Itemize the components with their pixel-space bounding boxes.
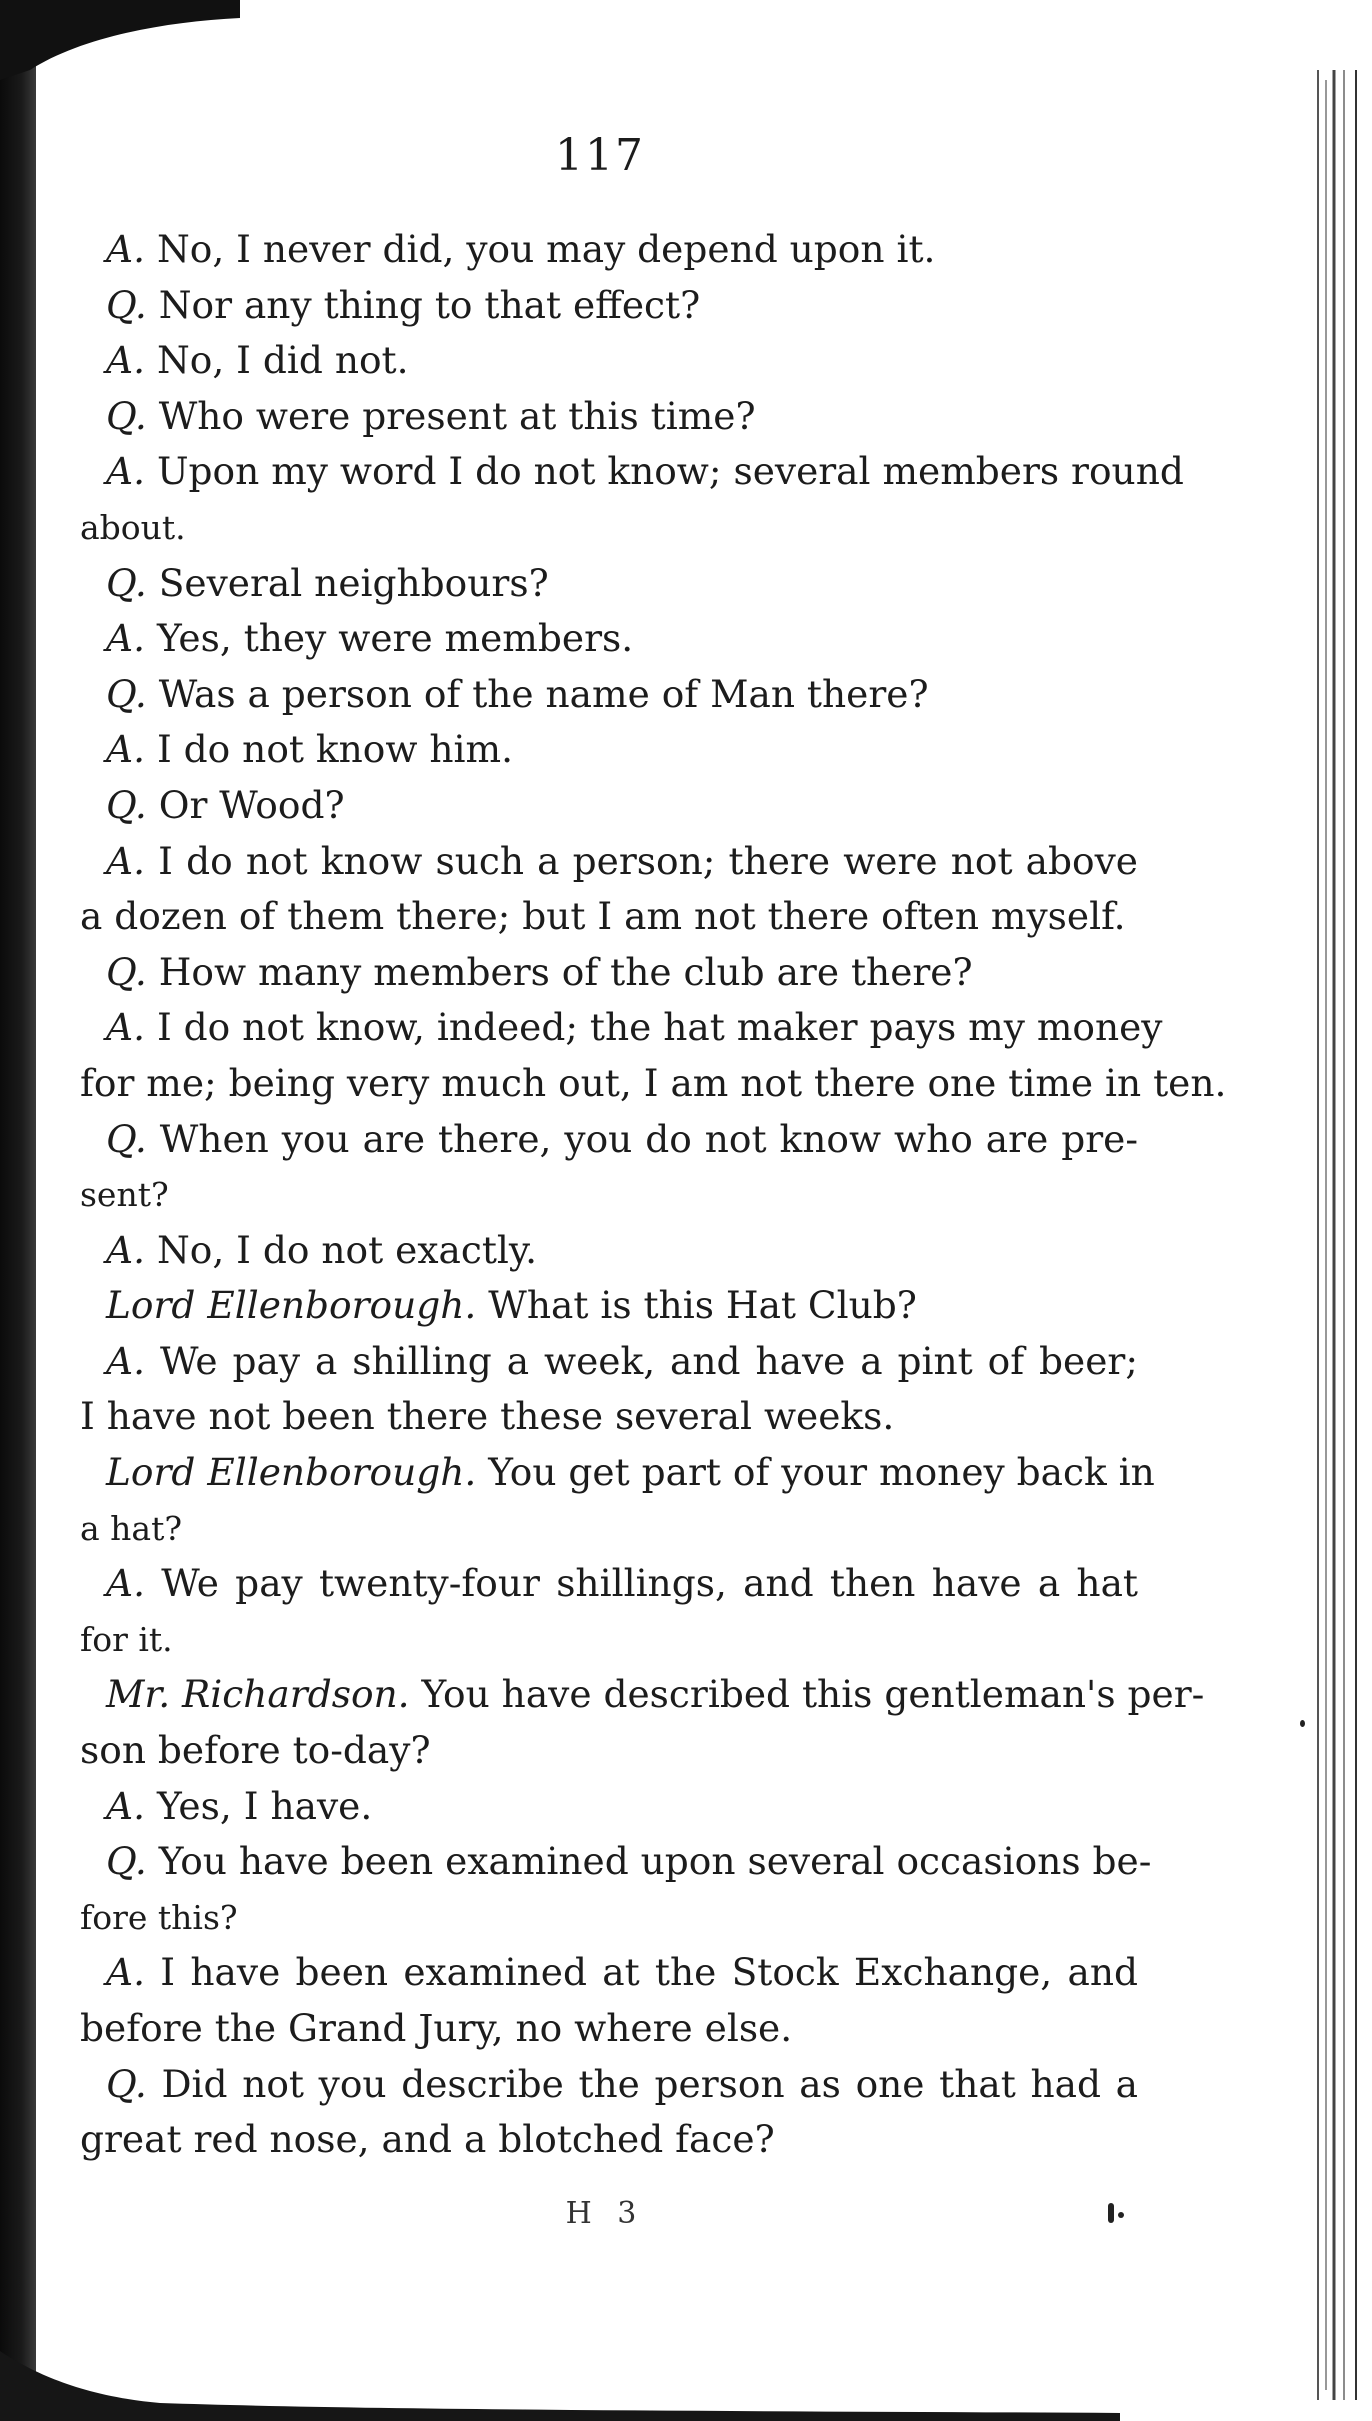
text-line: [78, 1278, 1138, 1334]
speaker-label: Lord Ellenborough.: [106, 1283, 477, 1328]
right-page-edge: [1310, 70, 1372, 2400]
text-line: [78, 834, 1138, 890]
speaker-label: Q.: [106, 949, 147, 994]
text-line: [78, 611, 1138, 667]
text-line: [78, 1945, 1138, 2001]
speaker-label: Q.: [106, 282, 147, 327]
binding-spine: [0, 0, 36, 2421]
text-line: [78, 1167, 1138, 1223]
text-line: [78, 1389, 1138, 1445]
line-text: How many members of the club are there?: [158, 949, 973, 994]
line-text: before the Grand Jury, no where else.: [80, 2006, 793, 2050]
line-text: Several neighbours?: [158, 560, 549, 605]
line-text: You get part of your money back in: [488, 1450, 1155, 1495]
speaker-label: A.: [106, 1227, 146, 1272]
line-text: We pay a shilling a week, and have a pint of beer;: [159, 1338, 1138, 1383]
speaker-label: Q.: [106, 671, 147, 716]
line-text: When you are there, you do not know who are pre-: [159, 1116, 1139, 1161]
speaker-label: Q.: [106, 560, 147, 605]
speaker-label: A.: [106, 227, 146, 271]
line-text: great red nose, and a blotched face?: [80, 2117, 775, 2162]
text-line: [78, 222, 1138, 278]
ink-speck: [1300, 1720, 1305, 1727]
speaker-label: A.: [106, 1950, 146, 1995]
page-number: 117: [555, 130, 645, 181]
speaker-label: A.: [106, 1783, 146, 1828]
text-line: [78, 1112, 1138, 1168]
line-text: for me; being very much out, I am not there one time in ten.: [80, 1060, 1227, 1105]
text-line: [78, 1056, 1227, 1112]
text-line: [78, 500, 1138, 556]
text-line: [78, 2057, 1138, 2113]
line-text: son before to-day?: [80, 1728, 431, 1773]
dialogue-text: [78, 222, 1227, 2168]
text-line: [78, 1723, 1138, 1779]
text-line: [78, 1000, 1163, 1056]
text-line: [78, 667, 1138, 723]
line-text: Or Wood?: [158, 782, 345, 827]
text-line: [78, 722, 1138, 778]
line-text: a hat?: [80, 1508, 183, 1548]
ink-mark: [1108, 2203, 1114, 2223]
text-line: [78, 556, 1138, 612]
line-text: I have been examined at the Stock Exchange, and: [160, 1950, 1139, 1995]
speaker-label: Q.: [106, 782, 147, 827]
speaker-label: A.: [106, 1338, 146, 1383]
text-line: [78, 389, 1138, 445]
speaker-label: A.: [106, 727, 146, 772]
line-text: No, I do not exactly.: [156, 1227, 538, 1272]
line-text: I have not been there these several weeks.: [80, 1394, 895, 1439]
speaker-label: A.: [106, 449, 146, 494]
line-text: I do not know, indeed; the hat maker pays my money: [156, 1005, 1163, 1050]
line-text: fore this?: [80, 1897, 238, 1937]
line-text: Was a person of the name of Man there?: [158, 671, 929, 716]
text-line: [78, 1501, 1138, 1557]
speaker-label: A.: [106, 616, 146, 661]
line-text: You have been examined upon several occasions be-: [158, 1839, 1152, 1884]
speaker-label: A.: [106, 1561, 146, 1606]
speaker-label: Q.: [106, 2061, 147, 2106]
line-text: Yes, they were members.: [156, 616, 634, 661]
line-text: Did not you describe the person as one that had a: [161, 2061, 1139, 2106]
line-text: Upon my word I do not know; several members round: [156, 449, 1184, 494]
line-text: Who were present at this time?: [158, 393, 756, 438]
text-line: [78, 1779, 1138, 1835]
line-text: Nor any thing to that effect?: [158, 282, 701, 327]
ink-speck: [1118, 2212, 1124, 2218]
line-text: sent?: [80, 1175, 169, 1215]
text-line: [78, 945, 1138, 1001]
line-text: about.: [80, 507, 186, 547]
text-line: [78, 889, 1138, 945]
text-line: [78, 333, 1138, 389]
text-line: [78, 2112, 1138, 2168]
text-line: [78, 1223, 1138, 1279]
text-line: [78, 1834, 1152, 1890]
text-line: [78, 1612, 1138, 1668]
speaker-label: Q.: [106, 1839, 147, 1884]
text-line: [78, 2001, 1138, 2057]
speaker-label: Mr. Richardson.: [106, 1672, 410, 1717]
line-text: a dozen of them there; but I am not there often myself.: [80, 894, 1126, 939]
line-text: I do not know him.: [156, 727, 513, 772]
line-text: No, I did not.: [156, 338, 409, 383]
speaker-label: Q.: [106, 1116, 147, 1161]
speaker-label: Q.: [106, 393, 147, 438]
speaker-label: A.: [106, 1005, 146, 1050]
text-line: [78, 278, 1138, 334]
line-text: No, I never did, you may depend upon it.: [156, 227, 936, 271]
line-text: We pay twenty-four shillings, and then have a hat: [161, 1561, 1138, 1606]
line-text: Yes, I have.: [156, 1783, 373, 1828]
line-text: for it.: [80, 1619, 173, 1659]
signature-mark: H 3: [565, 2196, 645, 2231]
line-text: You have described this gentleman's per-: [421, 1672, 1205, 1717]
text-line: [78, 778, 1138, 834]
line-text: What is this Hat Club?: [488, 1283, 917, 1328]
text-line: [78, 1890, 1138, 1946]
text-line: [78, 1445, 1155, 1501]
speaker-label: Lord Ellenborough.: [106, 1450, 477, 1495]
top-corner-shadow: [0, 0, 240, 80]
line-text: I do not know such a person; there were not above: [158, 838, 1138, 883]
speaker-label: A.: [106, 338, 146, 383]
text-line: [78, 1667, 1205, 1723]
text-line: [78, 1334, 1138, 1390]
speaker-label: A.: [106, 838, 146, 883]
text-line: [78, 444, 1184, 500]
bottom-edge-shadow: [0, 2351, 1120, 2421]
text-line: [78, 1556, 1138, 1612]
